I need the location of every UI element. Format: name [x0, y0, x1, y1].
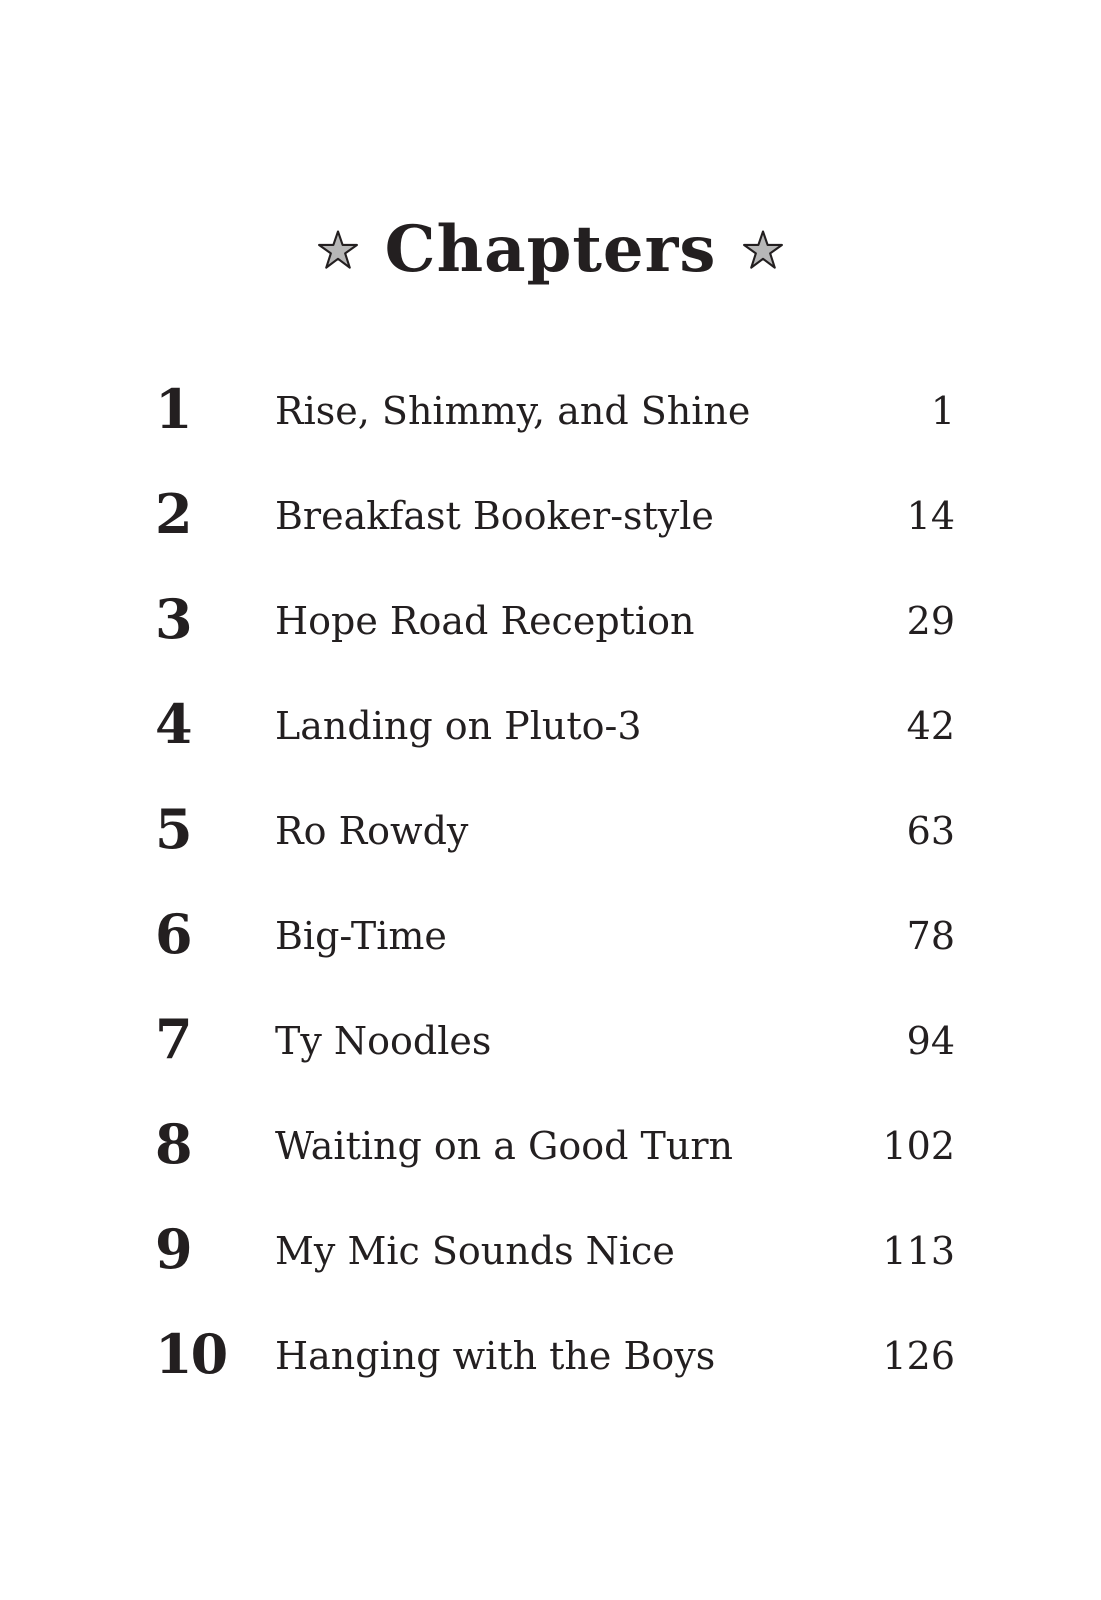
chapter-number: 6 [155, 902, 191, 966]
chapter-number: 2 [155, 482, 191, 546]
chapter-page-number: 94 [906, 1019, 955, 1063]
chapter-page-number: 126 [882, 1334, 955, 1378]
chapter-entry[interactable] [155, 798, 955, 903]
chapter-title: Ro Rowdy [275, 809, 469, 853]
page-title: Chapters [384, 212, 717, 287]
chapter-number: 5 [155, 797, 191, 861]
chapter-page-number: 14 [906, 494, 955, 538]
chapter-page-number: 29 [906, 599, 955, 643]
chapter-entry[interactable] [155, 1323, 955, 1428]
chapter-number: 7 [155, 1007, 191, 1071]
chapter-entry[interactable] [155, 1218, 955, 1323]
chapter-page-number: 63 [906, 809, 955, 853]
chapter-number: 8 [155, 1112, 191, 1176]
chapter-entry[interactable] [155, 1008, 955, 1113]
chapter-number: 1 [155, 377, 191, 441]
chapter-number: 10 [155, 1322, 227, 1386]
chapter-entry[interactable] [155, 693, 955, 798]
chapter-title: Rise, Shimmy, and Shine [275, 389, 751, 433]
chapter-entry[interactable] [155, 588, 955, 693]
chapter-number: 3 [155, 587, 191, 651]
chapter-title: Big-Time [275, 914, 447, 958]
chapter-title: Breakfast Booker-style [275, 494, 714, 538]
chapter-page-number: 78 [906, 914, 955, 958]
table-of-contents [155, 378, 955, 1428]
star-icon [742, 229, 784, 271]
chapter-entry[interactable] [155, 483, 955, 588]
chapter-page-number: 42 [906, 704, 955, 748]
chapter-title: Waiting on a Good Turn [275, 1124, 734, 1168]
chapter-entry[interactable] [155, 903, 955, 1008]
chapter-title: Ty Noodles [275, 1019, 492, 1063]
chapter-page-number: 113 [882, 1229, 955, 1273]
star-icon [317, 229, 359, 271]
chapter-title: Landing on Pluto-3 [275, 704, 642, 748]
chapter-number: 9 [155, 1217, 191, 1281]
chapter-title: My Mic Sounds Nice [275, 1229, 675, 1273]
chapter-number: 4 [155, 692, 191, 756]
chapter-page-number: 1 [930, 389, 955, 433]
chapter-entry[interactable] [155, 378, 955, 483]
chapter-page-number: 102 [882, 1124, 955, 1168]
chapters-heading [0, 205, 1101, 295]
chapter-title: Hope Road Reception [275, 599, 695, 643]
chapter-entry[interactable] [155, 1113, 955, 1218]
chapter-title: Hanging with the Boys [275, 1334, 716, 1378]
